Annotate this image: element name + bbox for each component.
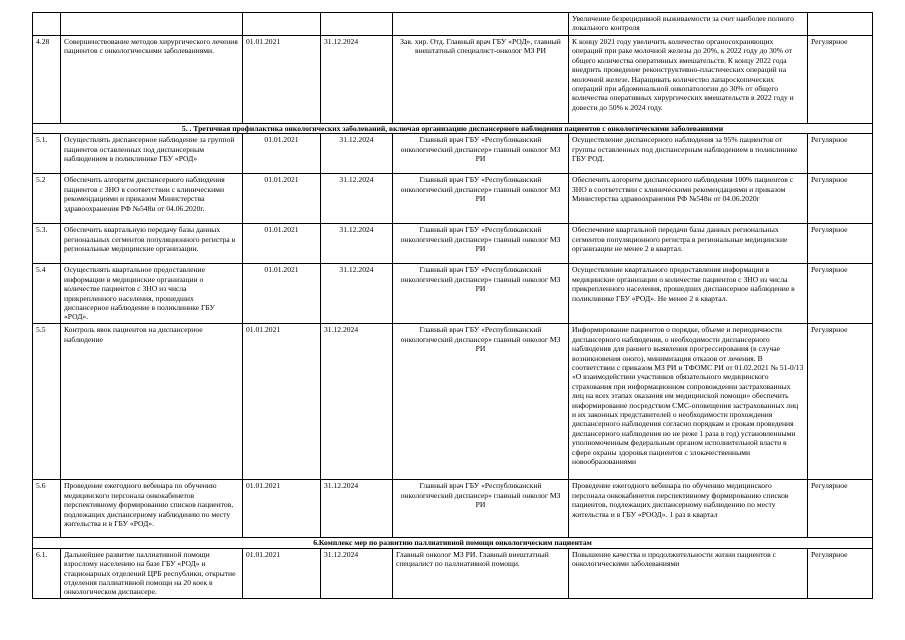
row-number: 4.28: [33, 36, 61, 124]
result-cell: Увеличение безрецидивной выживаемости за счет наиболее полного локального контроля: [569, 13, 808, 36]
responsible-cell: Главный врач ГБУ «Республиканский онкологический диспансер» главный онколог МЗ РИ: [393, 324, 569, 480]
end-date-cell: [321, 13, 393, 36]
periodicity-cell: Регулярное: [808, 324, 873, 480]
event-cell: Проведение ежегодного вебинара по обучению медицинского персонала онкокабинетов перспективному формированию списков пациентов, подлежащих диспансерному наблюдению по месту жительства и в ГБУ «РОД».: [61, 480, 243, 538]
responsible-cell: Главный врач ГБУ «Республиканский онкологический диспансер» главный онколог МЗ РИ: [393, 264, 569, 324]
row-number: 5.4: [33, 264, 61, 324]
responsible-cell: Главный врач ГБУ «Республиканский онкологический диспансер» главный онколог МЗ РИ: [393, 224, 569, 264]
table-row: [33, 36, 873, 124]
responsible-cell: Главный врач ГБУ «Республиканский онкологический диспансер» главный онколог МЗ РИ: [393, 480, 569, 538]
end-date-cell: 31.12.2024: [321, 480, 393, 538]
periodicity-cell: Регулярное: [808, 264, 873, 324]
periodicity-cell: [808, 13, 873, 36]
periodicity-cell: Регулярное: [808, 480, 873, 538]
event-cell: Осуществлять диспансерное наблюдение за группой пациентов оставленных под диспансерным наблюдением в поликлинике ГБУ «РОД»: [61, 134, 243, 174]
table-row: [33, 324, 873, 480]
row-number: 5.2: [33, 174, 61, 224]
row-number: 5.5: [33, 324, 61, 480]
start-date-cell: 01.01.2021: [243, 264, 321, 324]
responsible-cell: Главный онколог МЗ РИ. Главный внештатный специалист по паллиативной помощи.: [393, 548, 569, 598]
start-date-cell: 01.01.2021: [243, 174, 321, 224]
section-title: 5. . Третичная профилактика онкологических заболеваний, включая организацию диспансерного наблюдения пациентов с онкологическими заболеваниями: [33, 124, 873, 134]
start-date-cell: 01.01.2021: [243, 324, 321, 480]
end-date-cell: 31.12.2024: [321, 174, 393, 224]
table-row: [33, 548, 873, 598]
result-cell: Обеспечение квартальной передачи базы данных региональных сегментов популяционного регистра в региональные медицинские организации не менее 2 в квартал.: [569, 224, 808, 264]
event-cell: Обеспечить алгоритм диспансерного наблюдения пациентов с ЗНО в соответствии с клиническими рекомендациями и приказом Министерства здравоохранения РФ №548н от 04.06.2020г.: [61, 174, 243, 224]
periodicity-cell: Регулярное: [808, 174, 873, 224]
row-number: 5.1.: [33, 134, 61, 174]
table-row: [33, 224, 873, 264]
start-date-cell: [243, 13, 321, 36]
start-date-cell: 01.01.2021: [243, 134, 321, 174]
end-date-cell: 31.12.2024: [321, 324, 393, 480]
responsible-cell: Зав. хир. Отд. Главный врач ГБУ «РОД», главный внештатный специалист-онколог МЗ РИ: [393, 36, 569, 124]
periodicity-cell: Регулярное: [808, 134, 873, 174]
event-cell: Контроль явок пациентов на диспансерное наблюдение: [61, 324, 243, 480]
event-cell: Дальнейшее развитие паллиативной помощи взрослому населению на базе ГБУ «РОД» и стационарных отделений ЦРБ республики, открытие отделения паллиативной помощи на 20 коек в онкологическом диспансере.: [61, 548, 243, 598]
end-date-cell: 31.12.2024: [321, 264, 393, 324]
row-number: 5.3.: [33, 224, 61, 264]
start-date-cell: 01.01.2021: [243, 480, 321, 538]
table-row: [33, 480, 873, 538]
plan-table: [32, 12, 873, 599]
row-number: 5.6: [33, 480, 61, 538]
table-row: [33, 174, 873, 224]
periodicity-cell: Регулярное: [808, 36, 873, 124]
periodicity-cell: Регулярное: [808, 224, 873, 264]
result-cell: К концу 2021 году увеличить количество органосохраняющих операций при раке молочной железы до 20%, к 2022 году до 30% от общего количества оперативных вмешательств. К концу 2022 года внедрить проведение реконструктивно-пластических операций на молочной железе. Наращивать количество лапароскопических операций при абдоминальной онкопатологии до 30% от общего количества оперативных хирургических вмешательств в 2022 году и довести до 50% к 2024 году.: [569, 36, 808, 124]
result-cell: Проведение ежегодного вебинара по обучению медицинского персонала онкокабинетов перспективному формированию списков пациентов, подлежащих диспансерному наблюдению по месту жительства и в ГБУ «РООД». 1 раз в квартал: [569, 480, 808, 538]
event-cell: Осуществлять квартальное предоставление информации в медицинские организации о количестве пациентов с ЗНО из числа прикрепленного населения, прошедших диспансерное наблюдение в поликлинике ГБУ «РОД».: [61, 264, 243, 324]
end-date-cell: 31.12.2024: [321, 36, 393, 124]
event-cell: [61, 13, 243, 36]
start-date-cell: 01.01.2021: [243, 224, 321, 264]
row-number: 6.1.: [33, 548, 61, 598]
table-row: [33, 13, 873, 36]
periodicity-cell: Регулярное: [808, 548, 873, 598]
event-cell: Обеспечить квартальную передачу базы данных региональных сегментов популяционного регистра в региональные медицинские организации.: [61, 224, 243, 264]
result-cell: Осуществление квартального предоставления информации в медицинские организации о количестве пациентов с ЗНО из числа прикрепленного населения, прошедших диспансерное наблюдение в поликлинике ГБУ «РОД». Не менее 2 в квартал.: [569, 264, 808, 324]
section-header-row: [33, 124, 873, 134]
section-title: 6.Комплекс мер по развитию паллиативной помощи онкологическим пациентам: [33, 538, 873, 548]
table-row: [33, 264, 873, 324]
result-cell: Обеспечить алгоритм диспансерного наблюдения 100% пациентов с ЗНО в соответствии с клиническими рекомендациями и приказом Министерства здравоохранения РФ №548н от 04.06.2020г: [569, 174, 808, 224]
end-date-cell: 31.12.2024: [321, 134, 393, 174]
responsible-cell: [393, 13, 569, 36]
responsible-cell: Главный врач ГБУ «Республиканский онкологический диспансер» главный онколог МЗ РИ: [393, 134, 569, 174]
end-date-cell: 31.12.2024: [321, 224, 393, 264]
start-date-cell: 01.01.2021: [243, 36, 321, 124]
section-header-row: [33, 538, 873, 548]
event-cell: Совершенствование методов хирургического лечения пациентов с онкологическими заболеваниями.: [61, 36, 243, 124]
result-cell: Повышение качества и продолжительности жизни пациентов с онкологическими заболеваниями: [569, 548, 808, 598]
row-number: [33, 13, 61, 36]
responsible-cell: Главный врач ГБУ «Республиканский онкологический диспансер» главный онколог МЗ РИ: [393, 174, 569, 224]
end-date-cell: 31.12.2024: [321, 548, 393, 598]
result-cell: Осуществление диспансерного наблюдения за 95% пациентов от группы оставленных под диспансерным наблюдением в поликлинике ГБУ РОД.: [569, 134, 808, 174]
table-row: [33, 134, 873, 174]
start-date-cell: 01.01.2021: [243, 548, 321, 598]
result-cell: Информирование пациентов о порядке, объеме и периодичности диспансерного наблюдения, о необходимости диспансерного наблюдения для раннего выявления прогрессирования (в случае возникновения оного), минимизация отказов от лечения. В соответствии с приказом МЗ РИ и ТФОМС РИ от 01.02.2021 № 51-0/13 «О взаимодействии участников обязательного медицинского страхования при информационном сопровождении застрахованных лиц на всех этапах оказания им медицинской помощи» обеспечить информирование посредством СМС-оповещения застрахованных лиц и их законных представителей о необходимости прохождения диспансерного наблюдения согласно порядкам и срокам проведения диспансерного наблюдения но не реже 1 раза в год) установленными уполномоченным федеральным органом исполнительной власти в сфере охраны здоровья пациентов с злокачественными новообразованиями: [569, 324, 808, 480]
